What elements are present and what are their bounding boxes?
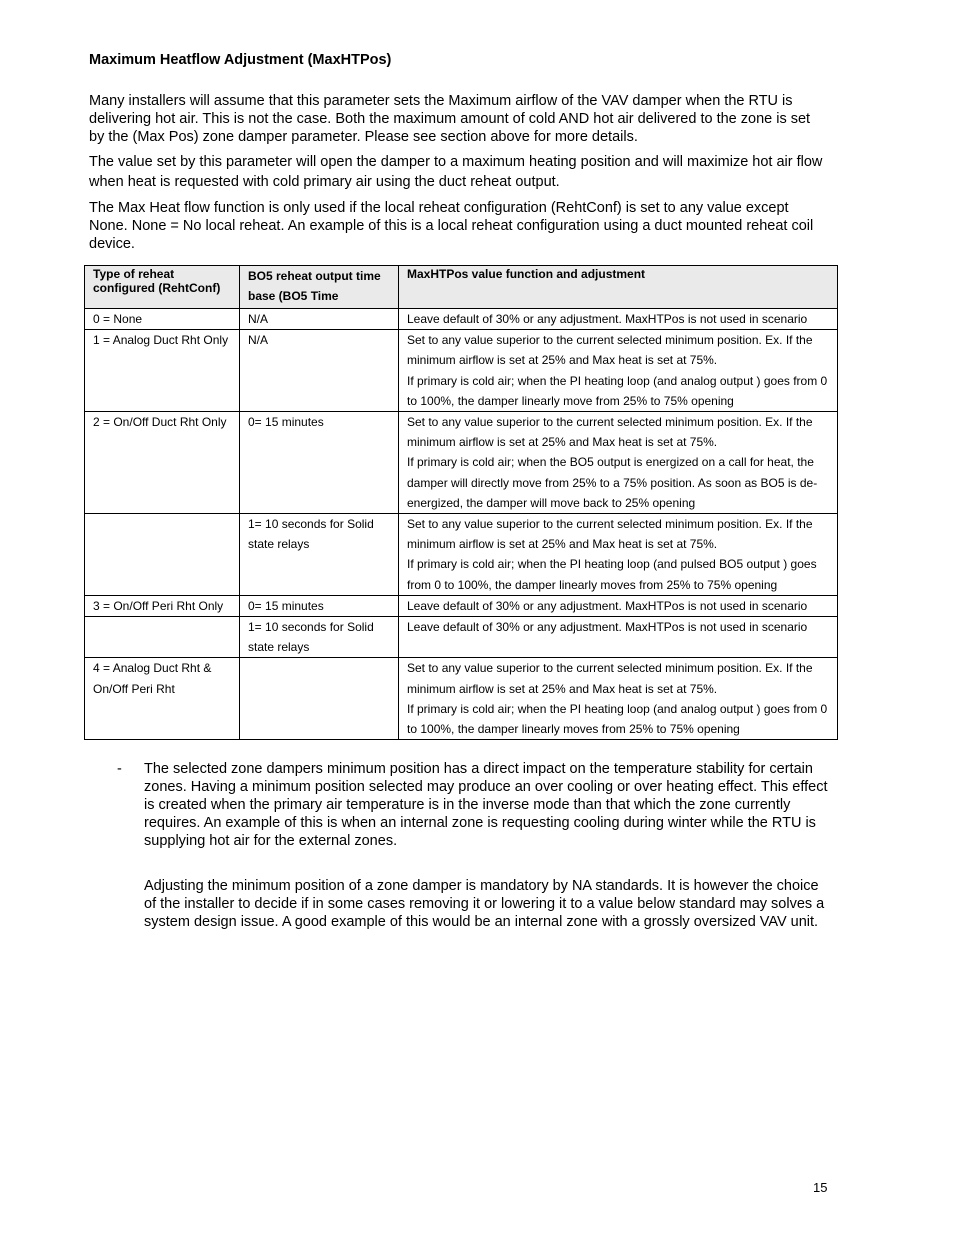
cell-reheat-type [85,514,240,596]
reheat-config-table [84,265,838,740]
cell-function [399,658,838,740]
cell-bo5-time: 1= 10 seconds for Solid state relays [240,617,399,658]
cell-bo5-time: 0= 15 minutes [240,595,399,616]
cell-function-line: If primary is cold air; when the PI heating loop (and analog output ) goes from 0 to 100%, the damper linearly move from 25% to 75% opening [407,373,828,408]
table-row [85,330,838,412]
table-row [85,412,838,514]
header-reheat-type: Type of reheat configured (RehtConf) [85,266,240,309]
cell-function-line: If primary is cold air; when the BO5 output is energized on a call for heat, the damper will directly move from 25% to a 75% position. As soon as BO5 is de-energized, the damper will move back to 25% opening [407,455,818,510]
cell-reheat-type: 3 = On/Off Peri Rht Only [85,595,240,616]
cell-function [399,309,838,330]
section-heading: Maximum Heatflow Adjustment (MaxHTPos) [89,52,392,68]
table-row [85,309,838,330]
closing-paragraph: Adjusting the minimum position of a zone damper is mandatory by NA standards. It is however the choice of the installer to decide if in some cases removing it or lowering it to a value below standard may solves a system design issue. A good example of this would be an internal zone with a grossly oversized VAV unit. [144,878,825,930]
header-maxhtpos-function: MaxHTPos value function and adjustment [399,266,838,309]
cell-reheat-type: 1 = Analog Duct Rht Only [85,330,240,412]
cell-function [399,617,838,658]
cell-reheat-type: 0 = None [85,309,240,330]
cell-bo5-time: 1= 10 seconds for Solid state relays [240,514,399,596]
cell-function-line: Leave default of 30% or any adjustment. MaxHTPos is not used in scenario [407,598,808,613]
header-bo5-time: BO5 reheat output time base (BO5 Time [240,266,399,309]
cell-function-line: Leave default of 30% or any adjustment. MaxHTPos is not used in scenario [407,312,808,326]
cell-bo5-time: N/A [240,309,399,330]
cell-function [399,330,838,412]
intro-paragraph: Many installers will assume that this parameter sets the Maximum airflow of the VAV damper when the RTU is delivering hot air. This is not the case. Both the maximum amount of cold AND hot air delivered to the zone is set by the (Max Pos) zone damper parameter. Please see section above for more details. [89,93,811,145]
cell-function-line: Set to any value superior to the current selected minimum position. Ex. If the minimum airflow is set at 25% and Max heat is set at 75%. [407,415,813,450]
table-row [85,595,838,616]
table-header-row [85,266,838,309]
cell-reheat-type [85,617,240,658]
cell-function-line: Set to any value superior to the current selected minimum position. Ex. If the minimum airflow is set at 25% and Max heat is set at 75%. [407,517,813,552]
cell-bo5-time [240,658,399,740]
max-heat-paragraph: The value set by this parameter will open the damper to a maximum heating position and will maximize hot air flow when heat is requested with cold primary air using the duct reheat output. [89,154,823,190]
cell-function [399,514,838,596]
reheat-config-paragraph: The Max Heat flow function is only used if the local reheat configuration (RehtConf) is set to any value except None. None = No local reheat. An example of this is a local reheat configuration using a duct mounted reheat coil device. [89,200,814,252]
cell-function [399,595,838,616]
bullet-text: The selected zone dampers minimum position has a direct impact on the temperature stability for certain zones. Having a minimum position selected may produce an over cooling or over heating effect. This effect is created when the primary air temperature is in the inverse mode than that which the zone currently requires. An example of this is when an internal zone is requesting cooling during winter while the RTU is supplying hot air for the external zones. [144,761,828,849]
cell-function [399,412,838,514]
bullet-marker: - [117,761,122,777]
cell-function-line: If primary is cold air; when the PI heating loop (and pulsed BO5 output ) goes from 0 to 100%, the damper linearly moves from 25% to 75% opening [407,557,817,592]
cell-bo5-time: 0= 15 minutes [240,412,399,514]
cell-function-line: Set to any value superior to the current selected minimum position. Ex. If the minimum airflow is set at 25% and Max heat is set at 75%. [407,661,813,696]
page-number: 15 [813,1180,828,1195]
table-row [85,514,838,596]
cell-reheat-type: 4 = Analog Duct Rht & On/Off Peri Rht [85,658,240,740]
cell-function-line: Set to any value superior to the current selected minimum position. Ex. If the minimum airflow is set at 25% and Max heat is set at 75%. [407,333,813,368]
cell-reheat-type: 2 = On/Off Duct Rht Only [85,412,240,514]
cell-function-line: Leave default of 30% or any adjustment. MaxHTPos is not used in scenario [407,620,808,635]
cell-function-line: If primary is cold air; when the PI heating loop (and analog output ) goes from 0 to 100%, the damper linearly moves from 25% to 75% opening [407,701,828,737]
cell-bo5-time: N/A [240,330,399,412]
table-row [85,617,838,658]
table-row [85,658,838,740]
